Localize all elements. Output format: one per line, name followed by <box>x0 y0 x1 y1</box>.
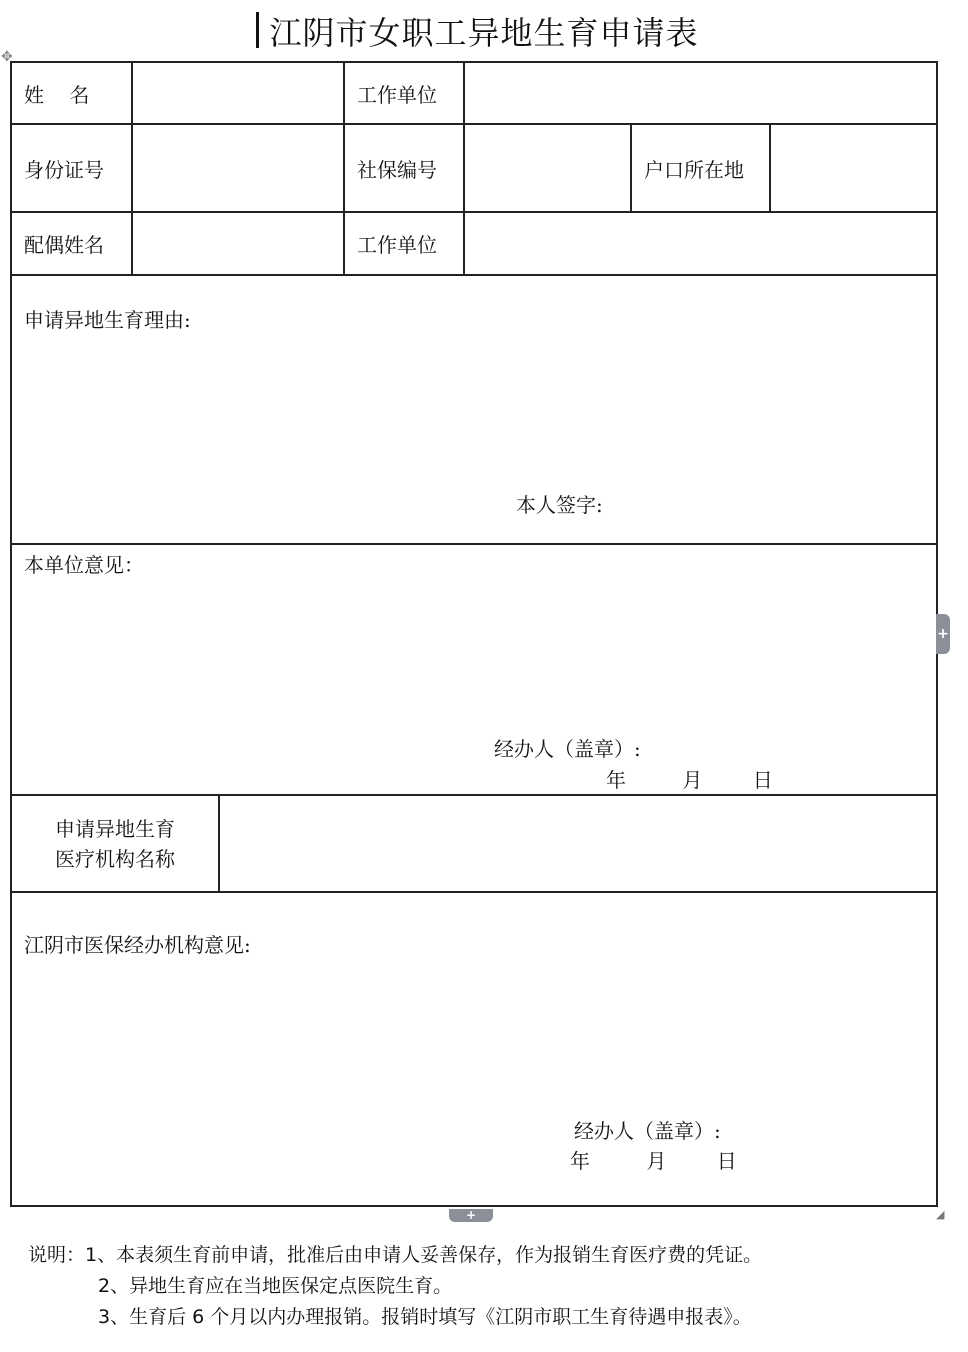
institution-label <box>12 796 220 891</box>
unit-date-year: 年 <box>606 768 626 792</box>
signature-label: 本人签字: <box>516 493 603 517</box>
text-cursor <box>256 12 259 48</box>
spouse-name-label: 配偶姓名 <box>11 212 132 275</box>
page-title: 江阴市女职工异地生育申请表 <box>269 14 699 52</box>
spouse-work-unit-label: 工作单位 <box>344 212 464 275</box>
hukou-label: 户口所在地 <box>631 124 770 212</box>
unit-handler-label: 经办人（盖章）: <box>494 737 641 761</box>
insurance-opinion-label: 江阴市医保经办机构意见: <box>24 933 251 957</box>
note-line-3: 3、生育后 6 个月以内办理报销。报销时填写《江阴市职工生育待遇申报表》。 <box>98 1306 752 1328</box>
table-move-icon[interactable]: ✥ <box>1 49 13 65</box>
unit-date-month: 月 <box>682 768 703 792</box>
social-security-field[interactable] <box>464 124 631 212</box>
social-security-label: 社保编号 <box>344 124 464 212</box>
reason-label: 申请异地生育理由: <box>24 308 191 332</box>
institution-label-line1: 申请异地生育 <box>55 816 175 841</box>
insurance-handler-label: 经办人（盖章）: <box>574 1119 721 1143</box>
spouse-work-unit-field[interactable] <box>464 212 937 275</box>
add-row-icon[interactable]: + <box>449 1209 493 1222</box>
notes-section <box>28 1240 762 1333</box>
insurance-opinion-section[interactable] <box>11 892 937 1206</box>
institution-label-line2: 医疗机构名称 <box>55 846 175 871</box>
application-form-table <box>10 61 938 1207</box>
note-line-1: 说明：1、本表须生育前申请，批准后由申请人妥善保存，作为报销生育医疗费的凭证。 <box>28 1244 763 1266</box>
add-column-icon[interactable]: + <box>936 614 950 654</box>
unit-opinion-section[interactable] <box>11 544 937 795</box>
insurance-date <box>570 1145 737 1174</box>
hukou-field[interactable] <box>770 124 937 212</box>
institution-row <box>11 795 344 892</box>
id-number-field[interactable] <box>132 124 344 212</box>
institution-field-left[interactable] <box>220 796 344 891</box>
insurance-date-day: 日 <box>716 1149 737 1173</box>
id-number-label: 身份证号 <box>11 124 132 212</box>
unit-opinion-label: 本单位意见： <box>24 553 144 577</box>
insurance-date-month: 月 <box>646 1149 667 1173</box>
note-line-2: 2、异地生育应在当地医保定点医院生育。 <box>98 1275 453 1297</box>
unit-date-day: 日 <box>752 768 773 792</box>
spouse-name-field[interactable] <box>132 212 344 275</box>
institution-field[interactable] <box>344 795 937 892</box>
name-label: 姓 名 <box>11 62 132 124</box>
name-field[interactable] <box>132 62 344 124</box>
resize-handle-icon[interactable]: ◢ <box>936 1208 945 1221</box>
reason-section[interactable] <box>11 275 937 544</box>
work-unit-field[interactable] <box>464 62 937 124</box>
unit-date <box>606 764 773 793</box>
insurance-date-year: 年 <box>570 1149 590 1173</box>
work-unit-label: 工作单位 <box>344 62 464 124</box>
